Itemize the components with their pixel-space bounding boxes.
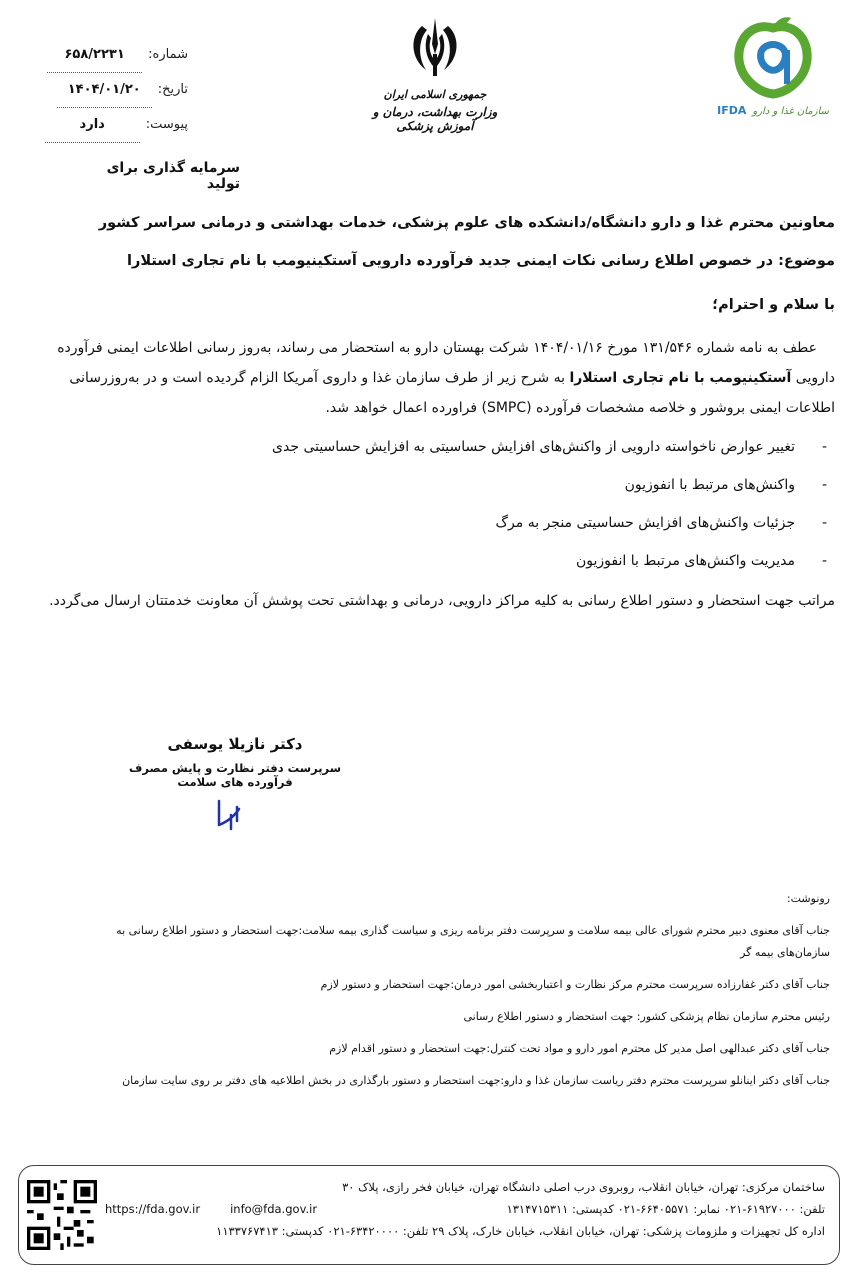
main-paragraph	[30, 333, 835, 423]
footer-branch: اداره کل تجهیزات و ملزومات پزشکی: تهران، خیابان انقلاب، خیابان خارک، پلاک ۲۹ تلفن: ۶۳۴۲۰۰۰۰-۰۲۱ کدپستی: ۱۱۳۳۷۶۷۴۱۳	[216, 1224, 825, 1238]
letter-body	[30, 215, 835, 613]
date-row	[18, 73, 188, 108]
list-item: - تغییر عوارض ناخواسته دارویی از واکنش‌های افزایش حساسیتی به افزایش حساسیتی جدی	[30, 437, 835, 457]
signer-name: دکتر نازیلا یوسفی	[167, 735, 303, 753]
number-label: شماره:	[148, 47, 188, 62]
subject-line: موضوع: در خصوص اطلاع رسانی نکات ایمنی جدید فرآورده دارویی آستکینیومب با نام تجاری استلارا	[127, 253, 835, 269]
cc-list	[62, 888, 830, 1102]
org-abbr: IFDA	[717, 104, 747, 117]
org-name: سازمان غذا و دارو	[752, 106, 829, 117]
ifda-logo	[708, 14, 838, 117]
signer-role: سرپرست دفتر نظارت و پایش مصرف فرآورده های سلامت	[128, 761, 342, 789]
cc-item: جناب آقای دکتر غفارزاده سرپرست محترم مرکز نظارت و اعتباربخشی امور درمان:جهت استحضار و دستور لازم	[320, 978, 830, 991]
number-value: ۶۵۸/۲۲۳۱	[47, 38, 142, 73]
cc-item: جناب آقای دکتر اینانلو سرپرست محترم دفتر ریاست سازمان غذا و دارو:جهت استحضار و دستور بارگذاری در بخش اطلاعیه های دفتر بر روی سایت سازمان	[122, 1074, 830, 1087]
footer	[18, 1165, 840, 1265]
footer-contact-line	[105, 1198, 825, 1220]
signature-block	[120, 735, 350, 839]
list-item: - جزئیات واکنش‌های افزایش حساسیتی منجر به مرگ	[30, 513, 835, 533]
republic-name: جمهوری اسلامی ایران	[383, 88, 487, 101]
paragraph-part-1: عطف به نامه شماره ۱۳۱/۵۴۶ مورخ ۱۴۰۴/۰۱/۱۶ شرکت بهستان دارو به استحضار می رساند، به‌روز رسانی اطلاعات ایمنی فرآورده دارویی	[57, 340, 835, 386]
list-item: - واکنش‌های مرتبط با انفوزیون	[30, 475, 835, 495]
change-list	[30, 437, 835, 571]
number-row	[18, 38, 188, 73]
cc-heading: رونوشت:	[786, 892, 830, 905]
greeting: با سلام و احترام؛	[712, 297, 835, 313]
qr-code-icon	[27, 1180, 97, 1250]
cc-item: جناب آقای معنوی دبیر محترم شورای عالی بیمه سلامت و سرپرست دفتر برنامه ریزی و سیاست گذاری بیمه سلامت:جهت استحضار و دستور اطلاع رسانی به سازمان‌های بیمه گر	[116, 924, 830, 959]
attachment-label: پیوست:	[145, 117, 188, 132]
ministry-name: وزارت بهداشت، درمان و آموزش پزشکی	[372, 105, 498, 133]
ifda-logo-icon	[725, 14, 821, 100]
attachment-value: دارد	[45, 108, 140, 143]
list-item: - مدیریت واکنش‌های مرتبط با انفوزیون	[30, 551, 835, 571]
drug-name: آستکینیومب با نام تجاری استلارا	[569, 370, 792, 386]
emblem-icon	[400, 14, 470, 82]
addressee: معاونین محترم غذا و دارو دانشگاه/دانشکده های علوم پزشکی، خدمات بهداشتی و درمانی سراسر کشور	[98, 215, 835, 231]
cc-item: رئیس محترم سازمان نظام پزشکی کشور: جهت استحضار و دستور اطلاع رسانی	[463, 1010, 830, 1023]
closing-text: مراتب جهت استحضار و دستور اطلاع رسانی به کلیه مراکز دارویی، درمانی و بهداشتی تحت پوشش آن معاونت خدمتتان ارسال می‌گردد.	[49, 593, 835, 609]
footer-phones: تلفن: ۶۱۹۲۷۰۰۰-۰۲۱ نمابر: ۶۶۴۰۵۵۷۱-۰۲۱ کدپستی: ۱۳۱۴۷۱۵۳۱۱	[506, 1202, 825, 1216]
letter-meta	[18, 38, 188, 143]
investment-slogan: سرمایه گذاری برای تولید	[106, 160, 240, 192]
cc-item: جناب آقای دکتر عبدالهی اصل مدیر کل محترم امور دارو و مواد تحت کنترل:جهت استحضار و دستور اقدام لازم	[329, 1042, 830, 1055]
date-value: ۱۴۰۴/۰۱/۲۰	[57, 73, 152, 108]
email-link[interactable]: info@fda.gov.ir	[230, 1202, 318, 1216]
iran-emblem	[360, 14, 510, 133]
footer-address: ساختمان مرکزی: تهران، خیابان انقلاب، روبروی درب اصلی دانشگاه تهران، خیابان فخر رازی، پلاک ۳۰	[342, 1180, 825, 1194]
website-link[interactable]: https://fda.gov.ir	[105, 1202, 201, 1216]
footer-text	[105, 1176, 825, 1242]
attachment-row	[18, 108, 188, 143]
signature-scribble	[205, 795, 265, 835]
paragraph-part-2: به شرح زیر از طرف سازمان غذا و داروی آمریکا الزام گردیده است و در به‌روزرسانی اطلاعات ایمنی بروشور و خلاصه مشخصات فرآورده (SMPC) فراورده اعمال خواهد شد.	[69, 370, 835, 416]
date-label: تاریخ:	[157, 82, 188, 97]
